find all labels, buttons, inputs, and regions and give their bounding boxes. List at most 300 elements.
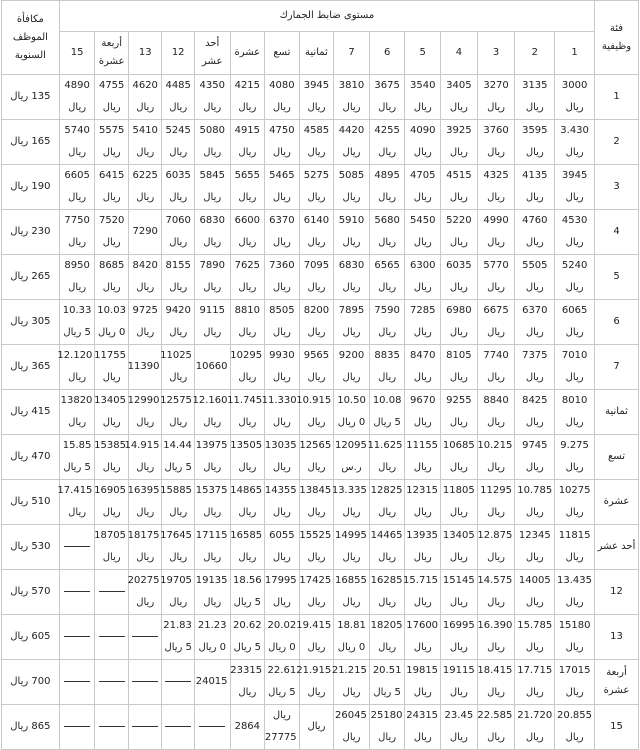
salary-unit: ريال (342, 192, 361, 203)
salary-amount: 13.335 (331, 485, 367, 496)
salary-cell (369, 120, 405, 165)
salary-cell (162, 570, 194, 615)
salary-amount: 10.215 (477, 440, 513, 451)
salary-unit: ريال (238, 462, 257, 473)
salary-amount: 15145 (442, 575, 475, 586)
bonus-cell: 700 ريال (2, 660, 60, 705)
salary-amount: 3810 (338, 80, 365, 91)
level-header: 5 (405, 32, 441, 75)
salary-cell (230, 75, 265, 120)
salary-cell (441, 480, 478, 525)
salary-unit: ريال (525, 237, 544, 248)
level-header: 6 (369, 32, 405, 75)
salary-cell (265, 345, 300, 390)
salary-amount: 12.120 (57, 350, 93, 361)
salary-unit: ر.س (341, 462, 362, 473)
salary-cell (515, 615, 555, 660)
salary-amount: 10.08 (372, 395, 402, 406)
salary-unit: ريال (378, 507, 397, 518)
empty-cell (59, 570, 95, 615)
salary-amount: 16855 (335, 575, 367, 586)
salary-cell (265, 300, 300, 345)
salary-unit: ريال (449, 417, 468, 428)
salary-amount: 14005 (518, 575, 551, 586)
salary-unit: ريال (203, 597, 222, 608)
salary-unit: 5 ريال (233, 597, 262, 608)
salary-unit: ريال (342, 552, 361, 563)
salary-amount: 17425 (299, 575, 332, 586)
salary-cell (477, 165, 515, 210)
salary-amount: 5085 (338, 170, 365, 181)
salary-amount: 7060 (165, 215, 191, 226)
salary-amount: 6830 (338, 260, 365, 271)
salary-unit: ريال (487, 327, 506, 338)
salary-amount: 7625 (234, 260, 261, 271)
salary-amount: 14.44 (163, 440, 192, 451)
salary-unit: ريال (68, 282, 87, 293)
salary-cell (128, 345, 162, 390)
salary-amount: 8950 (64, 260, 90, 271)
table-row (2, 75, 639, 120)
salary-cell (405, 480, 441, 525)
dash-mark (99, 726, 125, 727)
empty-cell (128, 705, 162, 750)
levels-title: مستوى ضابط الجمارك (59, 1, 594, 32)
salary-amount: 18.56 (232, 575, 262, 586)
salary-amount: 16995 (442, 620, 475, 631)
salary-amount: 21.83 (163, 620, 192, 631)
salary-amount: 13820 (60, 395, 93, 406)
salary-unit: ريال (307, 597, 326, 608)
salary-cell (162, 435, 194, 480)
salary-cell (405, 120, 441, 165)
salary-cell (334, 255, 370, 300)
salary-amount: 5740 (64, 125, 90, 136)
salary-unit: ريال (449, 642, 468, 653)
salary-cell (230, 255, 265, 300)
salary-cell (555, 435, 595, 480)
salary-amount: 13845 (299, 485, 332, 496)
salary-amount: 3925 (446, 125, 472, 136)
salary-amount: 16905 (94, 485, 126, 496)
salary-amount: 4760 (522, 215, 548, 226)
salary-amount: 6300 (410, 260, 436, 271)
salary-unit: ريال (169, 552, 188, 563)
salary-amount: 25180 (370, 710, 403, 721)
salary-unit: ريال (565, 552, 584, 563)
salary-unit: ريال (238, 237, 257, 248)
salary-cell (299, 345, 334, 390)
salary-amount: 4530 (561, 215, 588, 226)
salary-unit: ريال (68, 372, 87, 383)
salary-amount: 10.33 (62, 305, 92, 316)
salary-amount: 9745 (522, 440, 548, 451)
salary-cell (515, 390, 555, 435)
salary-unit: ريال (307, 327, 326, 338)
salary-cell (555, 345, 595, 390)
salary-unit: ريال (307, 507, 326, 518)
salary-cell (477, 435, 515, 480)
salary-amount: 4215 (234, 80, 261, 91)
salary-cell (477, 255, 515, 300)
salary-cell (441, 615, 478, 660)
salary-cell (515, 660, 555, 705)
salary-amount: 9725 (132, 305, 158, 316)
salary-cell (194, 615, 230, 660)
salary-amount: 14.915 (124, 440, 160, 451)
salary-unit: ريال (102, 462, 121, 473)
salary-unit: ريال (413, 372, 432, 383)
salary-unit: ريال (238, 372, 257, 383)
salary-cell (162, 525, 194, 570)
salary-cell (230, 210, 265, 255)
salary-amount: 5845 (199, 170, 225, 181)
salary-unit: ريال (136, 552, 155, 563)
salary-cell (369, 75, 405, 120)
salary-cell (194, 255, 230, 300)
salary-cell (555, 390, 595, 435)
salary-amount: 15.85 (62, 440, 92, 451)
table-row (2, 120, 639, 165)
salary-amount: 5575 (98, 125, 125, 136)
salary-unit: ريال (307, 417, 326, 428)
bonus-cell: 470 ريال (2, 435, 60, 480)
salary-amount: 13.435 (557, 575, 592, 586)
dash-mark (99, 591, 125, 592)
salary-amount: 6605 (64, 170, 90, 181)
salary-cell (477, 210, 515, 255)
dash-mark (99, 681, 125, 682)
salary-amount: 19705 (160, 575, 192, 586)
salary-unit: ريال (449, 462, 468, 473)
salary-amount: 8840 (483, 395, 509, 406)
salary-unit: ريال (102, 192, 121, 203)
salary-unit: ريال (272, 147, 291, 158)
salary-cell (555, 615, 595, 660)
salary-unit: ريال (525, 687, 544, 698)
dash-mark (64, 546, 90, 547)
salary-cell (230, 120, 265, 165)
salary-amount: 6370 (522, 305, 548, 316)
salary-cell (334, 120, 370, 165)
salary-cell (405, 390, 441, 435)
salary-amount: 7360 (269, 260, 295, 271)
salary-amount: 3945 (561, 170, 588, 181)
salary-unit: ريال (565, 417, 584, 428)
salary-amount: 19135 (195, 575, 228, 586)
salary-amount: 5240 (561, 260, 588, 271)
salary-amount: 5410 (132, 125, 158, 136)
salary-cell (477, 480, 515, 525)
salary-unit: ريال (413, 732, 432, 743)
salary-amount: 5465 (269, 170, 295, 181)
salary-cell (334, 570, 370, 615)
salary-amount: 6980 (446, 305, 472, 316)
bonus-cell: 365 ريال (2, 345, 60, 390)
salary-unit: ريال (238, 687, 257, 698)
salary-cell (477, 120, 515, 165)
dash-mark (165, 726, 191, 727)
salary-unit: ريال (342, 372, 361, 383)
salary-unit: ريال (203, 417, 222, 428)
salary-amount: 14995 (335, 530, 367, 541)
salary-unit: ريال (487, 507, 506, 518)
grade-cell: أحد عشر (595, 525, 639, 570)
salary-cell (128, 210, 162, 255)
salary-unit: ريال (565, 462, 584, 473)
salary-unit: ريال (136, 417, 155, 428)
level-numbers-row (2, 32, 639, 75)
salary-cell (230, 660, 265, 705)
salary-amount: 11.625 (367, 440, 403, 451)
salary-amount: 14355 (264, 485, 297, 496)
salary-amount: 11805 (442, 485, 475, 496)
dash-mark (199, 726, 225, 727)
salary-cell (59, 120, 95, 165)
salary-amount: 7740 (483, 350, 509, 361)
salary-unit: ريال (272, 192, 291, 203)
salary-amount: 7750 (64, 215, 90, 226)
salary-unit: ريال (378, 552, 397, 563)
salary-cell (261, 390, 300, 435)
salary-amount: 4750 (269, 125, 295, 136)
salary-unit: ريال (378, 597, 397, 608)
salary-cell (405, 300, 441, 345)
salary-amount: 6415 (98, 170, 125, 181)
salary-amount: 7520 (98, 215, 125, 226)
salary-unit: ريال (342, 507, 361, 518)
salary-cell (441, 525, 478, 570)
salary-amount: 4895 (374, 170, 400, 181)
salary-amount: 15885 (160, 485, 192, 496)
salary-cell (334, 615, 370, 660)
salary-unit: ريال (487, 687, 506, 698)
salary-unit: ريال (307, 282, 326, 293)
salary-unit: ريال (525, 462, 544, 473)
salary-unit: ريال (342, 597, 361, 608)
salary-amount: 11025 (160, 350, 192, 361)
salary-unit: ريال (565, 237, 584, 248)
salary-amount: 3595 (522, 125, 548, 136)
salary-unit: ريال (525, 282, 544, 293)
salary-cell (334, 210, 370, 255)
salary-amount: 16285 (370, 575, 403, 586)
salary-unit: ريال (238, 507, 257, 518)
bonus-header: مكافأة الموظف السنوية (2, 1, 60, 75)
salary-unit: ريال (565, 687, 584, 698)
salary-amount: 11755 (94, 350, 126, 361)
grade-cell: 1 (595, 75, 639, 120)
salary-cell (128, 255, 162, 300)
salary-amount: 8505 (269, 305, 295, 316)
bonus-cell: 530 ريال (2, 525, 60, 570)
salary-amount: 3945 (303, 80, 330, 91)
salary-cell (162, 345, 194, 390)
salary-unit: ريال (102, 372, 121, 383)
salary-cell (265, 660, 300, 705)
salary-amount: 10275 (558, 485, 591, 496)
grade-cell: 12 (595, 570, 639, 615)
salary-cell (369, 435, 405, 480)
salary-unit: ريال (238, 327, 257, 338)
table-row (2, 525, 639, 570)
salary-amount: 9565 (303, 350, 330, 361)
salary-cell (95, 300, 129, 345)
salary-amount: 10685 (442, 440, 475, 451)
salary-cell (162, 390, 194, 435)
table-row (2, 435, 639, 480)
salary-amount: 20.02 (267, 620, 297, 631)
salary-amount: 4515 (446, 170, 472, 181)
salary-unit: ريال (272, 327, 291, 338)
empty-cell (162, 705, 194, 750)
salary-amount: 5505 (522, 260, 548, 271)
dash-mark (64, 591, 90, 592)
salary-amount: 12.160 (192, 395, 228, 406)
salary-cell (265, 165, 300, 210)
salary-unit: ريال (203, 507, 222, 518)
grade-cell: 3 (595, 165, 639, 210)
salary-amount: 20.62 (232, 620, 262, 631)
salary-unit: ريال (342, 147, 361, 158)
salary-cell (477, 75, 515, 120)
salary-unit: ريال (565, 102, 584, 113)
salary-amount: 9115 (199, 305, 225, 316)
dash-mark (64, 681, 90, 682)
salary-unit: ريال (272, 102, 291, 113)
salary-unit: ريال (413, 462, 432, 473)
empty-cell (59, 705, 95, 750)
salary-unit: ريال (413, 102, 432, 113)
salary-unit: ريال (449, 327, 468, 338)
salary-unit: ريال (68, 192, 87, 203)
salary-cell (441, 165, 478, 210)
salary-unit: ريال (449, 552, 468, 563)
salary-amount: 10.50 (337, 395, 366, 406)
salary-amount: 4990 (483, 215, 509, 226)
salary-cell (265, 210, 300, 255)
salary-cell (515, 435, 555, 480)
salary-cell (162, 120, 194, 165)
salary-cell (477, 345, 515, 390)
level-header: ثمانية (299, 32, 334, 75)
salary-unit: ريال (68, 147, 87, 158)
salary-amount: 8010 (561, 395, 588, 406)
salary-cell (555, 570, 595, 615)
salary-cell (299, 120, 334, 165)
table-row (2, 165, 639, 210)
salary-unit: ريال (68, 417, 87, 428)
salary-cell (299, 705, 334, 750)
salary-unit: ريال (413, 237, 432, 248)
salary-amount: ريال (307, 721, 326, 732)
salary-cell (299, 255, 334, 300)
salary-amount: 6140 (303, 215, 330, 226)
salary-unit: ريال (136, 147, 155, 158)
salary-unit: 5 ريال (268, 687, 296, 698)
salary-amount: 5910 (338, 215, 365, 226)
salary-unit: ريال (136, 507, 155, 518)
table-row (2, 615, 639, 660)
salary-unit: ريال (102, 102, 121, 113)
empty-cell (59, 660, 95, 705)
salary-cell (555, 300, 595, 345)
salary-unit: ريال (378, 102, 397, 113)
dash-mark (132, 636, 158, 637)
salary-amount: 16.390 (477, 620, 513, 631)
dash-mark (132, 681, 158, 682)
bonus-cell: 415 ريال (2, 390, 60, 435)
salary-cell (230, 165, 265, 210)
salary-cell (555, 120, 595, 165)
salary-unit: ريال (449, 732, 468, 743)
salary-amount: 7375 (522, 350, 548, 361)
table-row (2, 210, 639, 255)
salary-amount: 12575 (160, 395, 192, 406)
salary-amount: 3760 (483, 125, 509, 136)
salary-unit: ريال (102, 507, 121, 518)
bonus-cell: 305 ريال (2, 300, 60, 345)
bonus-cell: 570 ريال (2, 570, 60, 615)
salary-cell (230, 525, 265, 570)
salary-amount: 14865 (230, 485, 263, 496)
salary-cell (515, 705, 555, 750)
salary-unit: ريال (449, 192, 468, 203)
salary-amount: 15.715 (403, 575, 439, 586)
level-header: تسع (265, 32, 300, 75)
salary-cell (162, 300, 194, 345)
salary-cell (59, 390, 95, 435)
empty-cell (95, 570, 129, 615)
salary-amount: 15180 (558, 620, 591, 631)
salary-cell (128, 390, 162, 435)
salary-cell (477, 300, 515, 345)
salary-amount: 13505 (230, 440, 263, 451)
table-row (2, 480, 639, 525)
salary-cell (405, 255, 441, 300)
salary-unit: ريال (169, 192, 188, 203)
salary-amount: 6035 (446, 260, 472, 271)
salary-unit: ريال (307, 237, 326, 248)
salary-amount: 3540 (410, 80, 436, 91)
level-header: 15 (59, 32, 95, 75)
salary-unit: ريال (307, 372, 326, 383)
salary-unit: ريال (203, 282, 222, 293)
salary-amount: 15525 (299, 530, 332, 541)
salary-unit: ريال (487, 552, 506, 563)
salary-cell (441, 75, 478, 120)
salary-cell (441, 660, 478, 705)
salary-cell (59, 255, 95, 300)
salary-cell (405, 210, 441, 255)
salary-unit: ريال (272, 372, 291, 383)
salary-amount: 7010 (561, 350, 588, 361)
salary-cell (95, 165, 129, 210)
salary-unit: ريال (449, 507, 468, 518)
salary-unit: ريال (413, 417, 432, 428)
salary-cell (405, 345, 441, 390)
salary-cell (95, 480, 129, 525)
salary-amount: 9420 (165, 305, 191, 316)
salary-cell (441, 255, 478, 300)
salary-unit: ريال (342, 102, 361, 113)
salary-unit: ريال (203, 327, 222, 338)
salary-unit: ريال (272, 462, 291, 473)
bonus-cell: 265 ريال (2, 255, 60, 300)
salary-unit: ريال (487, 417, 506, 428)
level-header: 2 (515, 32, 555, 75)
salary-cell (296, 615, 334, 660)
